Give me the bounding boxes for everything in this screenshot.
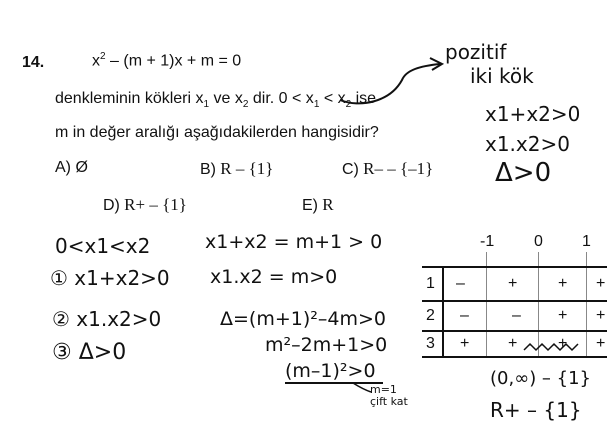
question-number: 14. (22, 54, 45, 71)
sign-cell: – (460, 307, 469, 324)
row-label-2: 2 (426, 307, 435, 324)
note-two-roots: iki kök (470, 64, 534, 88)
sign-cell: + (460, 335, 470, 352)
note-discriminant-positive: Δ>0 (495, 158, 552, 188)
arrow-annotation (330, 40, 450, 110)
left-note-4: ③ Δ>0 (52, 340, 127, 365)
table-header-one: 1 (582, 233, 591, 250)
note-positive: pozitif (445, 40, 507, 64)
left-note-3: ② x1.x2>0 (52, 307, 162, 331)
left-note-1: 0<x1<x2 (55, 234, 151, 258)
sign-cell: + (596, 307, 606, 324)
mid-note-6: m=1 (370, 383, 397, 396)
underline-annotation (283, 380, 403, 394)
sign-cell: + (508, 275, 518, 292)
note-sum-positive: x1+x2>0 (485, 102, 581, 126)
equation: $x^2 - (m + 1)x + m = 0$ (92, 51, 242, 70)
row-label-1: 1 (426, 275, 435, 292)
sign-table (418, 230, 608, 360)
table-header-minus-one: -1 (480, 233, 495, 250)
option-c[interactable]: C) R– – {–1} (342, 159, 434, 178)
sign-cell: + (508, 335, 518, 352)
table-header-zero: 0 (534, 233, 543, 250)
mid-note-2: x1.x2 = m>0 (210, 266, 338, 288)
sign-cell: + (596, 275, 606, 292)
mid-note-5: (m–1)²>0 (285, 360, 376, 382)
mid-note-4: m²–2m+1>0 (265, 334, 388, 356)
sign-cell: + (596, 335, 606, 352)
option-b[interactable]: B) R – {1} (200, 159, 274, 178)
mid-note-3: Δ=(m+1)²–4m>0 (220, 308, 386, 330)
sign-cell: – (456, 275, 465, 292)
note-product-positive: x1.x2>0 (485, 132, 570, 156)
sign-cell: + (558, 307, 568, 324)
sign-cell: + (558, 275, 568, 292)
option-d[interactable]: D) R+ – {1} (103, 195, 187, 214)
mid-note-1: x1+x2 = m+1 > 0 (205, 231, 383, 253)
mid-note-7: çift kat (370, 395, 408, 408)
row-label-3: 3 (426, 335, 435, 352)
option-a[interactable]: A) Ø (55, 159, 88, 176)
scribble-mark (522, 342, 582, 354)
question-line-3: m in değer aralığı aşağıdakilerden hangisidir? (55, 124, 379, 141)
answer-set: R+ – {1} (490, 398, 582, 422)
answer-interval: (0,∞) – {1} (490, 368, 592, 389)
question-line-2: denkleminin kökleri $x_1$ ve $x_2$ dir. $0 < x_1 < x_2$ ise (55, 90, 377, 111)
left-note-2: ① x1+x2>0 (50, 266, 170, 290)
option-e[interactable]: E) R (302, 195, 334, 214)
sign-cell: + (558, 335, 568, 352)
sign-cell: – (512, 307, 521, 324)
